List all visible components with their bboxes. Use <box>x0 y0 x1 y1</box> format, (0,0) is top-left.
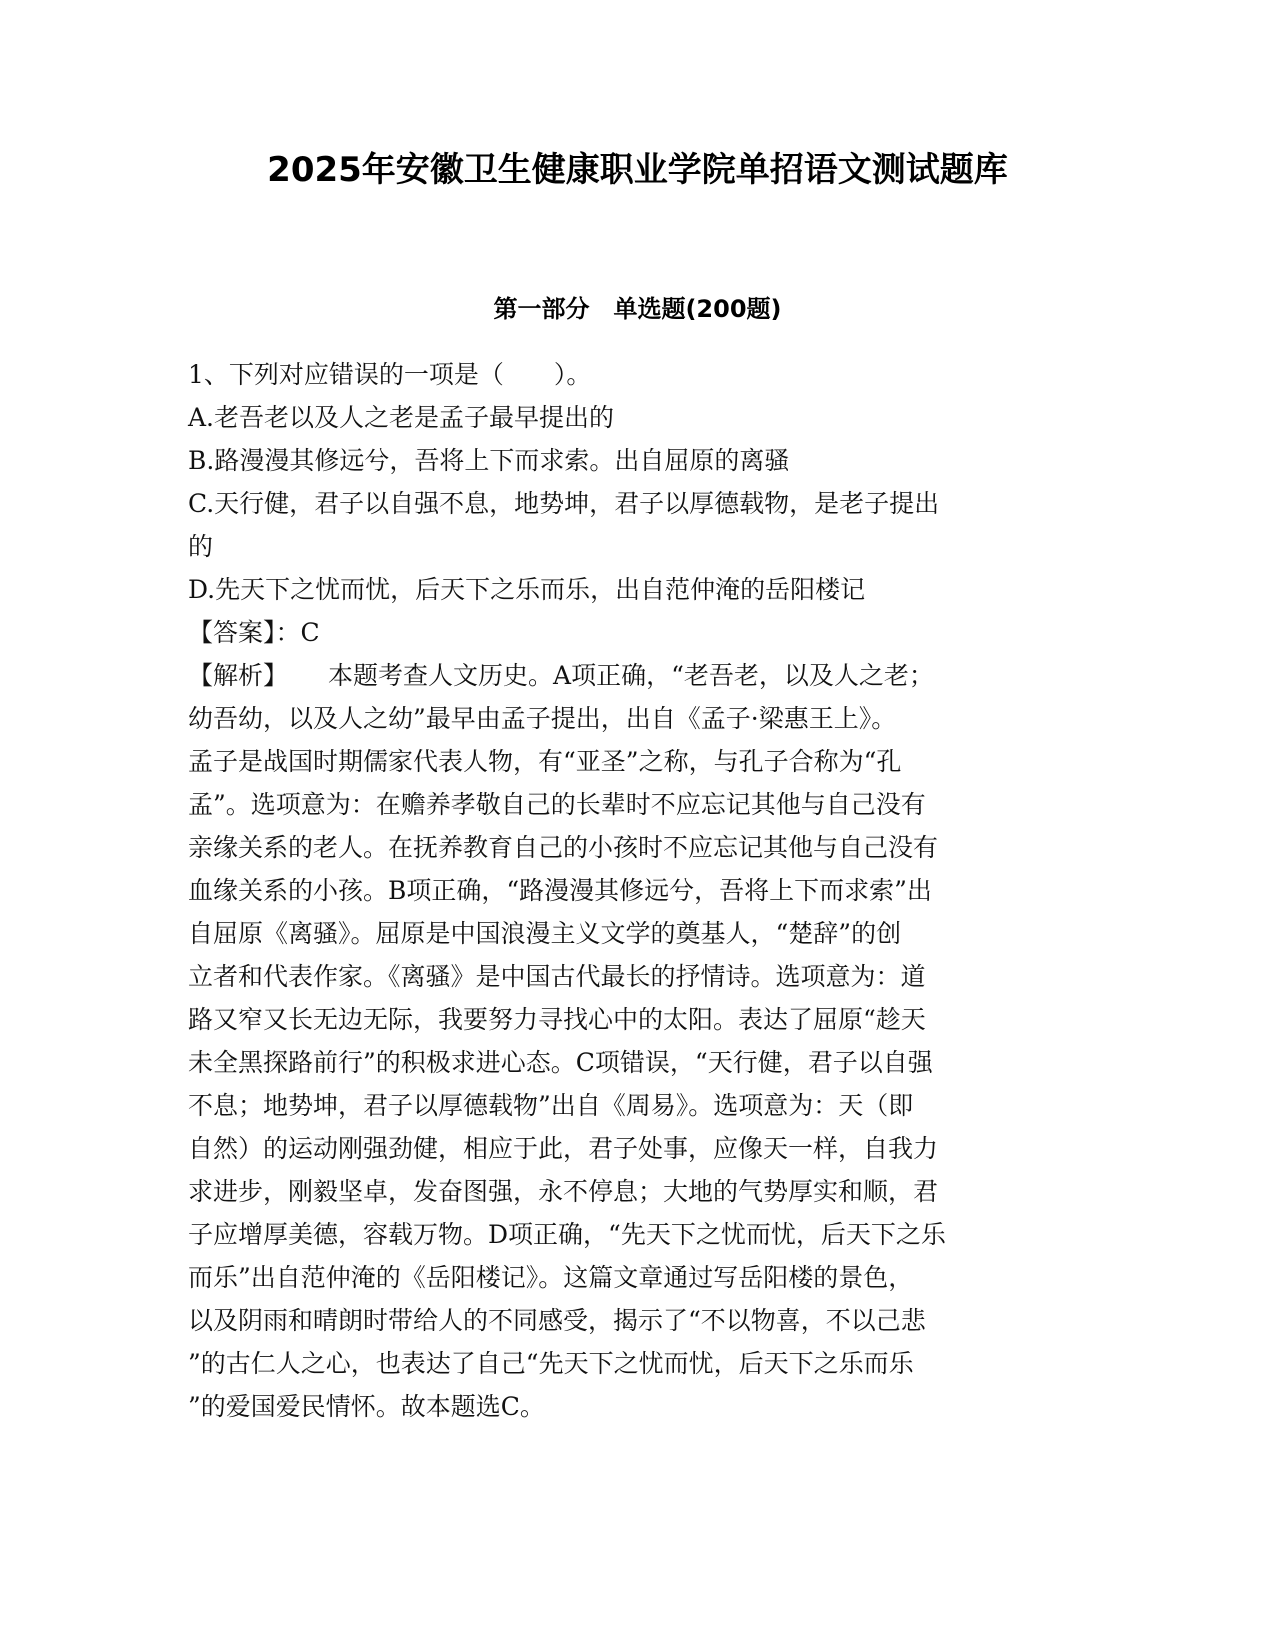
analysis-text-line: ”的爱国爱民情怀。故本题选C。 <box>188 1392 545 1421</box>
option-c-line-2: 的 <box>188 532 214 561</box>
option-b: B.路漫漫其修远兮，吾将上下而求索。出自屈原的离骚 <box>188 446 790 475</box>
answer-value: ：C <box>275 618 320 647</box>
analysis-text-line: 亲缘关系的老人。在抚养教育自己的小孩时不应忘记其他与自己没有 <box>188 833 939 862</box>
analysis-text-line: ”的古仁人之心，也表达了自己“先天下之忧而忧，后天下之乐而乐 <box>188 1349 914 1378</box>
analysis-text-line: 血缘关系的小孩。B项正确，“路漫漫其修远兮，吾将上下而求索”出 <box>188 876 932 905</box>
analysis-text-line: 子应增厚美德，容载万物。D项正确，“先天下之忧而忧，后天下之乐 <box>188 1220 946 1249</box>
question-stem: 1、下列对应错误的一项是（ ）。 <box>188 360 592 389</box>
option-a: A.老吾老以及人之老是孟子最早提出的 <box>188 403 615 432</box>
section-heading: 第一部分 单选题(200题) <box>493 295 782 323</box>
analysis-text-line: 路又窄又长无边无际，我要努力寻找心中的太阳。表达了屈原“趁天 <box>188 1005 926 1034</box>
analysis-text-line: 未全黑探路前行”的积极求进心态。C项错误，“天行健，君子以自强 <box>188 1048 933 1077</box>
analysis-text-line: 孟子是战国时期儒家代表人物，有“亚圣”之称，与孔子合称为“孔 <box>188 747 902 776</box>
analysis-line <box>188 654 1076 697</box>
analysis-text-line: 自然）的运动刚强劲健，相应于此，君子处事，应像天一样，自我力 <box>188 1134 939 1163</box>
option-d: D.先天下之忧而忧，后天下之乐而乐，出自范仲淹的岳阳楼记 <box>188 575 866 604</box>
analysis-text-line: 本题考查人文历史。A项正确，“老吾老，以及人之老； <box>328 661 934 690</box>
analysis-text-line: 以及阴雨和晴朗时带给人的不同感受，揭示了“不以物喜，不以己悲 <box>188 1306 926 1335</box>
question-block <box>188 353 1076 1428</box>
analysis-text-line: 求进步，刚毅坚卓，发奋图强，永不停息；大地的气势厚实和顺，君 <box>188 1177 939 1206</box>
analysis-text-line: 孟”。选项意为：在赡养孝敬自己的长辈时不应忘记其他与自己没有 <box>188 790 926 819</box>
analysis-label: 【解析】 <box>188 661 289 690</box>
analysis-text-line: 而乐”出自范仲淹的《岳阳楼记》。这篇文章通过写岳阳楼的景色， <box>188 1263 914 1292</box>
analysis-text-line: 立者和代表作家。《离骚》是中国古代最长的抒情诗。选项意为：道 <box>188 962 926 991</box>
option-c-line-1: C.天行健，君子以自强不息，地势坤，君子以厚德载物，是老子提出 <box>188 489 940 518</box>
document-title: 2025年安徽卫生健康职业学院单招语文测试题库 <box>267 150 1008 190</box>
analysis-text-line: 幼吾幼，以及人之幼”最早由孟子提出，出自《孟子·梁惠王上》。 <box>188 704 897 733</box>
answer-line <box>188 611 1076 654</box>
analysis-text-line: 不息；地势坤，君子以厚德载物”出自《周易》。选项意为：天（即 <box>188 1091 914 1120</box>
answer-label: 【答案】 <box>188 618 276 647</box>
analysis-text-line: 自屈原《离骚》。屈原是中国浪漫主义文学的奠基人，“楚辞”的创 <box>188 919 902 948</box>
